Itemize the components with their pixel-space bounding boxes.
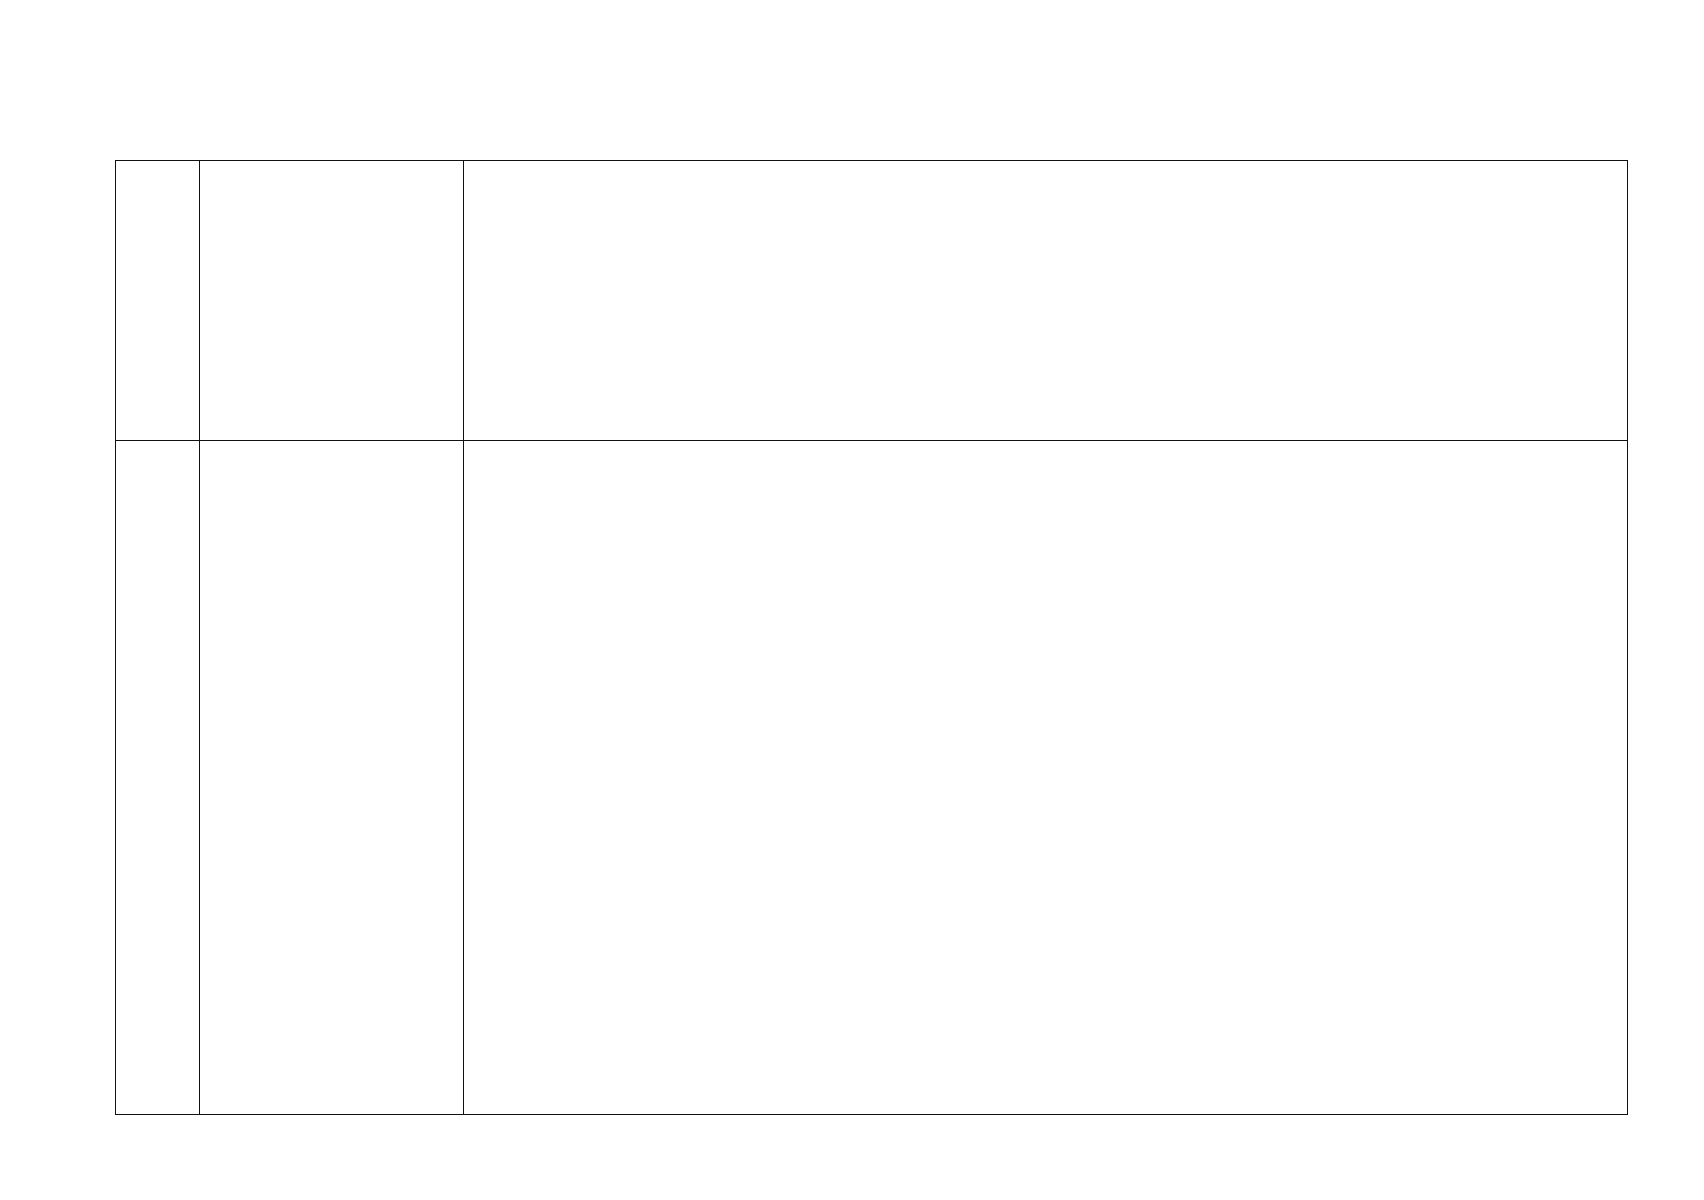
number-cell-empty [116, 161, 200, 441]
continuation-text-cell [464, 161, 1628, 441]
entry-number [116, 441, 200, 1115]
municipal-index-table [115, 160, 1628, 1115]
name-cell-empty [200, 161, 464, 441]
entry-details-cell [464, 441, 1628, 1115]
table-row-continuation [116, 161, 1628, 441]
municipality-name [200, 441, 464, 1115]
table-row-5-7 [116, 441, 1628, 1115]
